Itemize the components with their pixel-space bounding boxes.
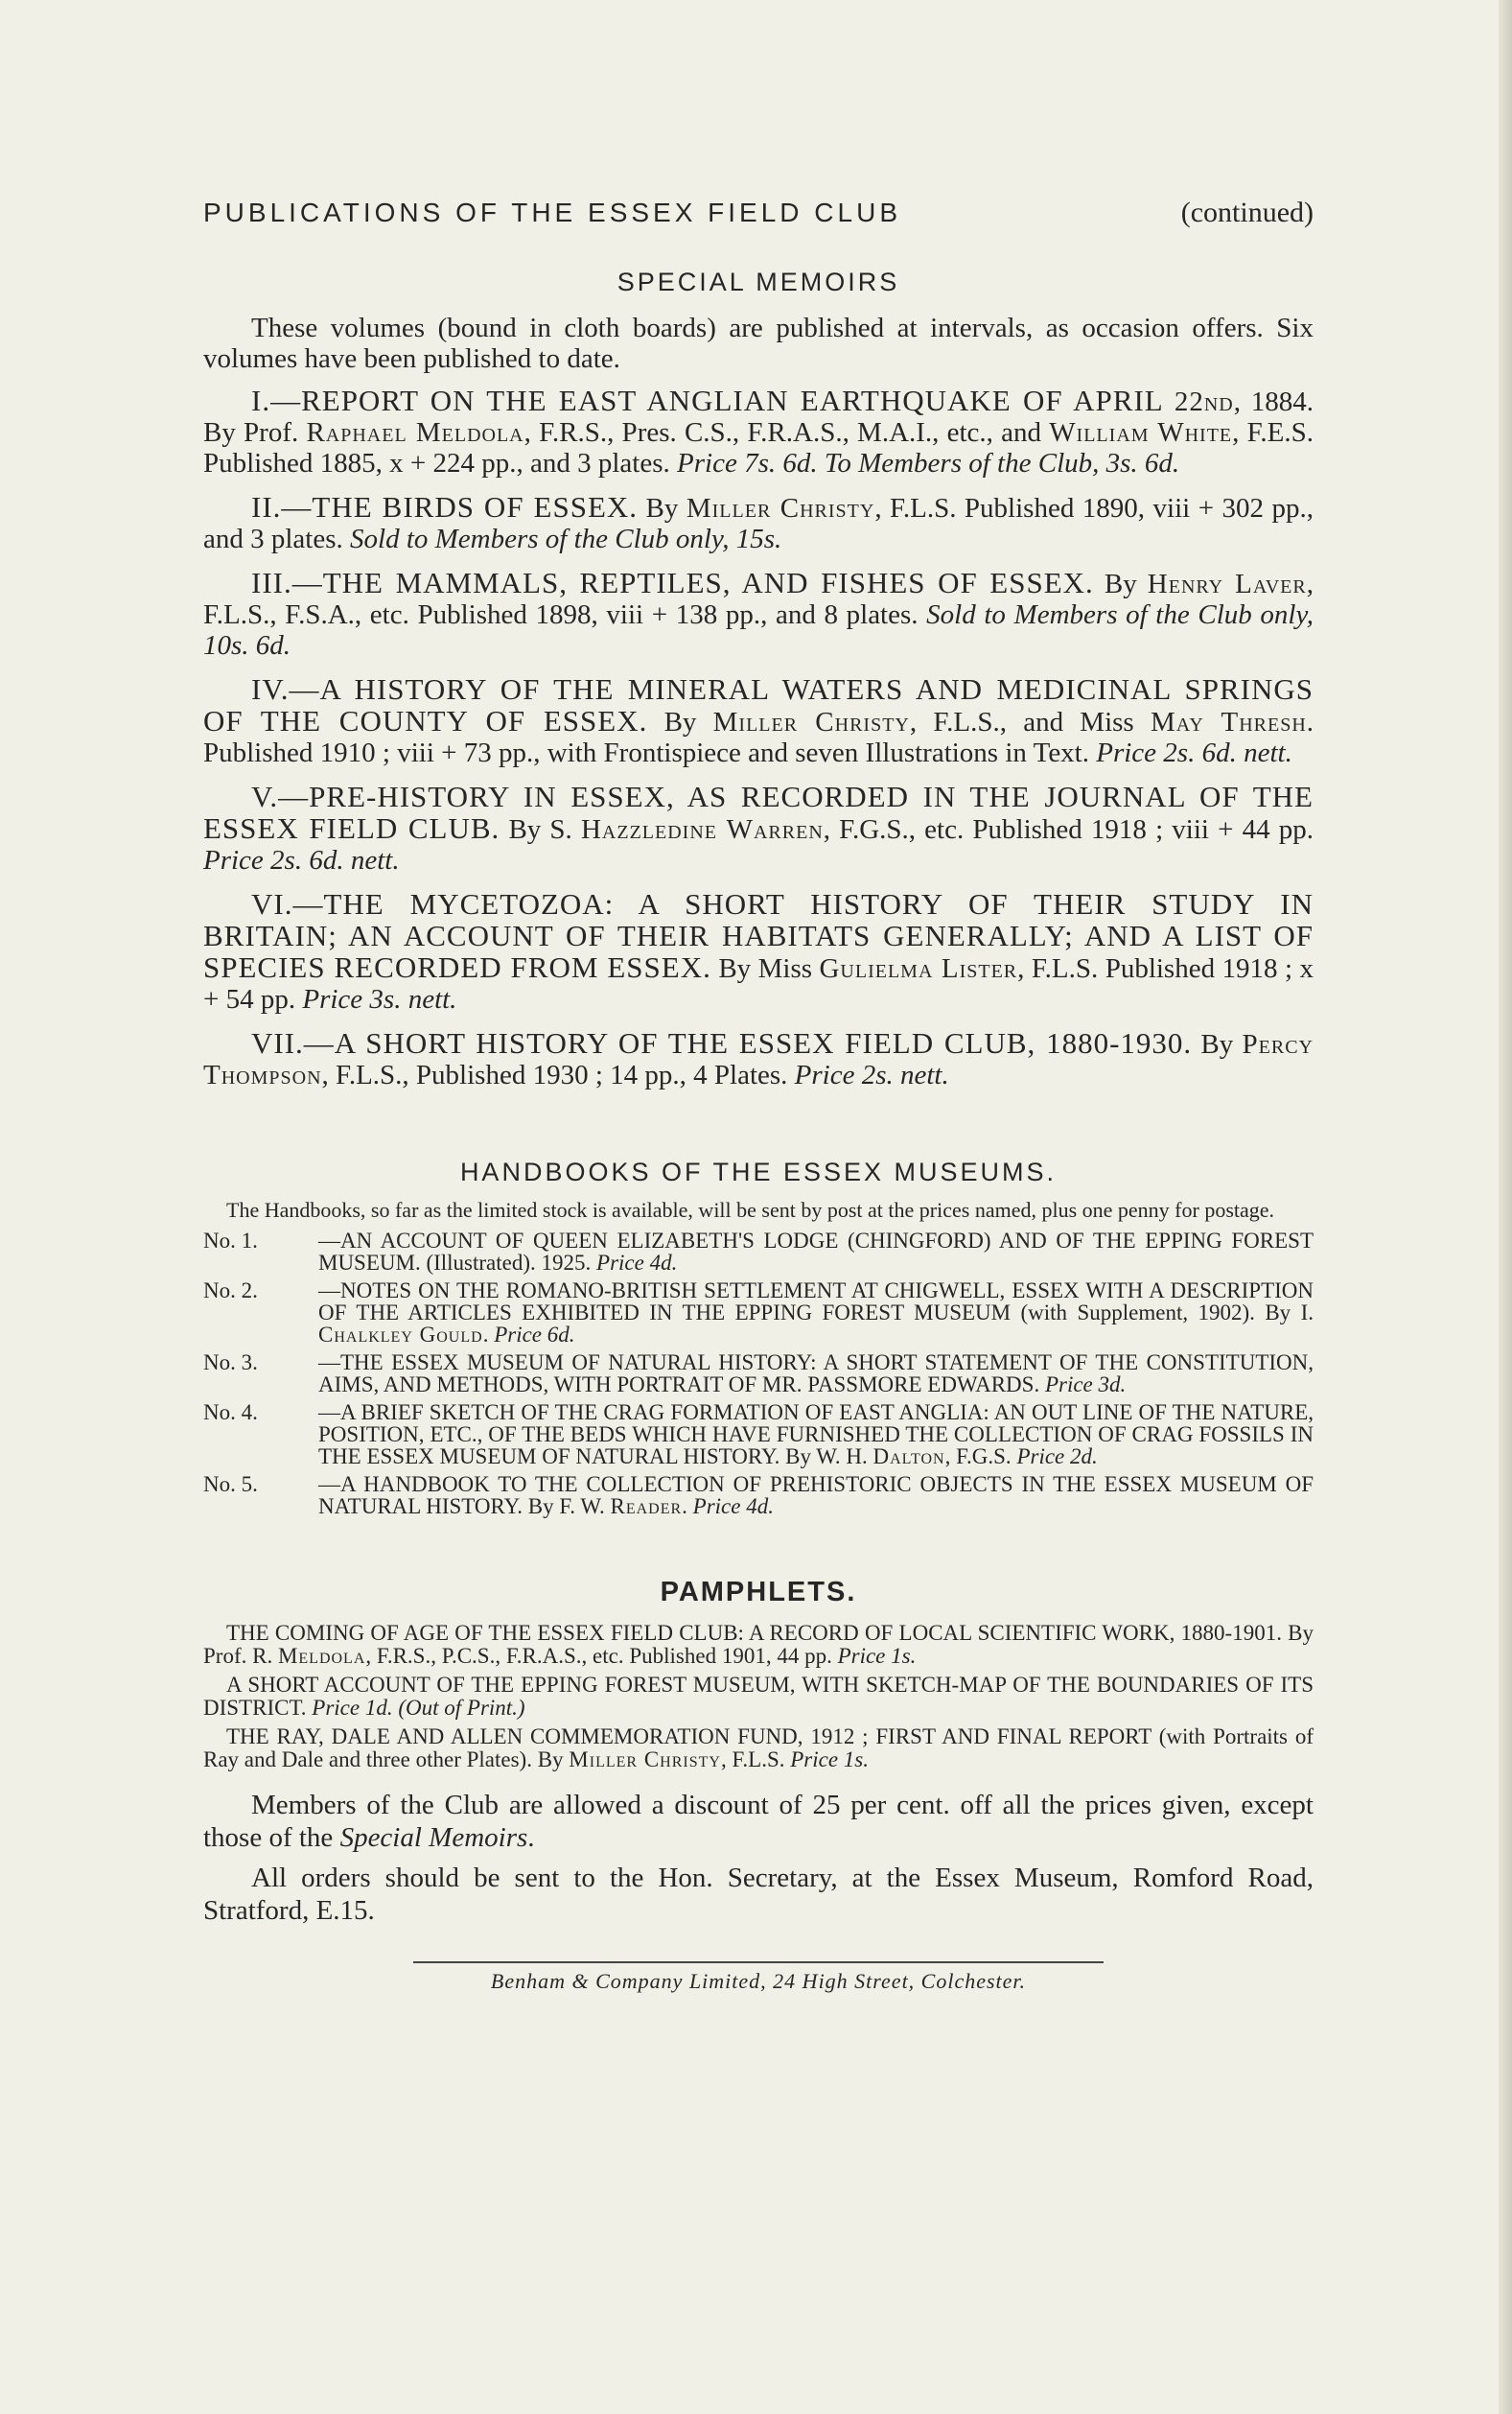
handbook-item: No. 5. —A HANDBOOK TO THE COLLECTION OF PREHISTORIC OBJECTS IN THE ESSEX MUSEUM OF NATURAL HISTORY. By F. W. Reader. Price 4d. [203, 1472, 1314, 1518]
memoir-item: VI.—THE MYCETOZOA: A SHORT HISTORY OF THEIR STUDY IN BRITAIN; AN ACCOUNT OF THEIR HABITATS GENERALLY; AND A LIST OF SPECIES RECORDED FROM ESSEX. By Miss Gulielma Lister, F.L.S. Published 1918 ; x + 54 pp. Price 3s. nett. [203, 887, 1314, 1015]
pamphlet-item: A SHORT ACCOUNT OF THE EPPING FOREST MUSEUM, WITH SKETCH-MAP OF THE BOUNDARIES OF ITS DISTRICT. Price 1d. (Out of Print.) [203, 1673, 1314, 1720]
continued-label: (continued) [1180, 197, 1314, 228]
special-memoirs-heading: SPECIAL MEMOIRS [616, 268, 900, 296]
pamphlet-item: THE COMING OF AGE OF THE ESSEX FIELD CLUB: A RECORD OF LOCAL SCIENTIFIC WORK, 1880-1901. By Prof. R. Meldola, F.R.S., P.C.S., F.R.A.S., etc. Published 1901, 44 pp. Price 1s. [203, 1621, 1314, 1668]
memoir-item: VII.—A SHORT HISTORY OF THE ESSEX FIELD CLUB, 1880-1930. By Percy Thompson, F.L.S., Published 1930 ; 14 pp., 4 Plates. Price 2s. nett. [203, 1026, 1314, 1090]
footer-rule [413, 1961, 1104, 1963]
memoir-item: II.—THE BIRDS OF ESSEX. By Miller Christy, F.L.S. Published 1890, viii + 302 pp., and 3 plates. Sold to Members of the Club only, 15s. [203, 490, 1314, 554]
page-header [203, 197, 1314, 229]
discount-note: Members of the Club are allowed a discount of 25 per cent. off all the prices given, except those of the Special Memoirs. [203, 1790, 1314, 1853]
memoir-item: V.—PRE-HISTORY IN ESSEX, AS RECORDED IN THE JOURNAL OF THE ESSEX FIELD CLUB. By S. Hazzledine Warren, F.G.S., etc. Published 1918 ; viii + 44 pp. Price 2s. 6d. nett. [203, 780, 1314, 876]
handbook-item: No. 1. —AN ACCOUNT OF QUEEN ELIZABETH'S LODGE (CHINGFORD) AND OF THE EPPING FOREST MUSEUM. (Illustrated). 1925. Price 4d. [203, 1229, 1314, 1275]
document-content [203, 197, 1314, 1994]
special-memoirs-intro: These volumes (bound in cloth boards) are published at intervals, as occasion offers. Six volumes have been published to date. [203, 313, 1314, 374]
handbooks-intro: The Handbooks, so far as the limited stock is available, will be sent by post at the prices named, plus one penny for postage. [226, 1198, 1275, 1222]
page-edge [1499, 0, 1512, 2414]
handbook-item: No. 4. —A BRIEF SKETCH OF THE CRAG FORMATION OF EAST ANGLIA: AN OUT LINE OF THE NATURE, POSITION, ETC., OF THE BEDS WHICH HAVE FURNISHED THE COLLECTION OF CRAG FOSSILS IN THE ESSEX MUSEUM OF NATURAL HISTORY. By W. H. Dalton, F.G.S. Price 2d. [203, 1400, 1314, 1468]
pamphlet-item: THE RAY, DALE AND ALLEN COMMEMORATION FUND, 1912 ; FIRST AND FINAL REPORT (with Portraits of Ray and Dale and three other Plates). By Miller Christy, F.L.S. Price 1s. [203, 1724, 1314, 1771]
handbook-item: No. 2. —NOTES ON THE ROMANO-BRITISH SETTLEMENT AT CHIGWELL, ESSEX WITH A DESCRIPTION OF THE ARTICLES EXHIBITED IN THE EPPING FOREST MUSEUM (with Supplement, 1902). By I. Chalkley Gould. Price 6d. [203, 1278, 1314, 1347]
pamphlets-heading: PAMPHLETS. [660, 1577, 857, 1607]
handbooks-heading: HANDBOOKS OF THE ESSEX MUSEUMS. [459, 1158, 1058, 1186]
handbook-item: No. 3. —THE ESSEX MUSEUM OF NATURAL HISTORY: A SHORT STATEMENT OF THE CONSTITUTION, AIMS, AND METHODS, WITH PORTRAIT OF MR. PASSMORE EDWARDS. Price 3d. [203, 1350, 1314, 1396]
memoir-item: III.—THE MAMMALS, REPTILES, AND FISHES OF ESSEX. By Henry Laver, F.L.S., F.S.A., etc. Published 1898, viii + 138 pp., and 8 plates. Sold to Members of the Club only, 10s. 6d. [203, 566, 1314, 661]
page-title: PUBLICATIONS OF THE ESSEX FIELD CLUB [203, 198, 901, 227]
orders-note: All orders should be sent to the Hon. Secretary, at the Essex Museum, Romford Road, Stratford, E.15. [203, 1863, 1314, 1926]
memoir-item: IV.—A HISTORY OF THE MINERAL WATERS AND MEDICINAL SPRINGS OF THE COUNTY OF ESSEX. By Miller Christy, F.L.S., and Miss May Thresh. Published 1910 ; viii + 73 pp., with Frontispiece and seven Illustrations in Text. Price 2s. 6d. nett. [203, 672, 1314, 768]
memoir-item: I.—REPORT ON THE EAST ANGLIAN EARTHQUAKE OF APRIL 22nd, 1884. By Prof. Raphael Meldola, F.R.S., Pres. C.S., F.R.A.S., M.A.I., etc., and William White, F.E.S. Published 1885, x + 224 pp., and 3 plates. Price 7s. 6d. To Members of the Club, 3s. 6d. [203, 384, 1314, 479]
printer-imprint: Benham & Company Limited, 24 High Street, Colchester. [490, 1969, 1027, 1993]
